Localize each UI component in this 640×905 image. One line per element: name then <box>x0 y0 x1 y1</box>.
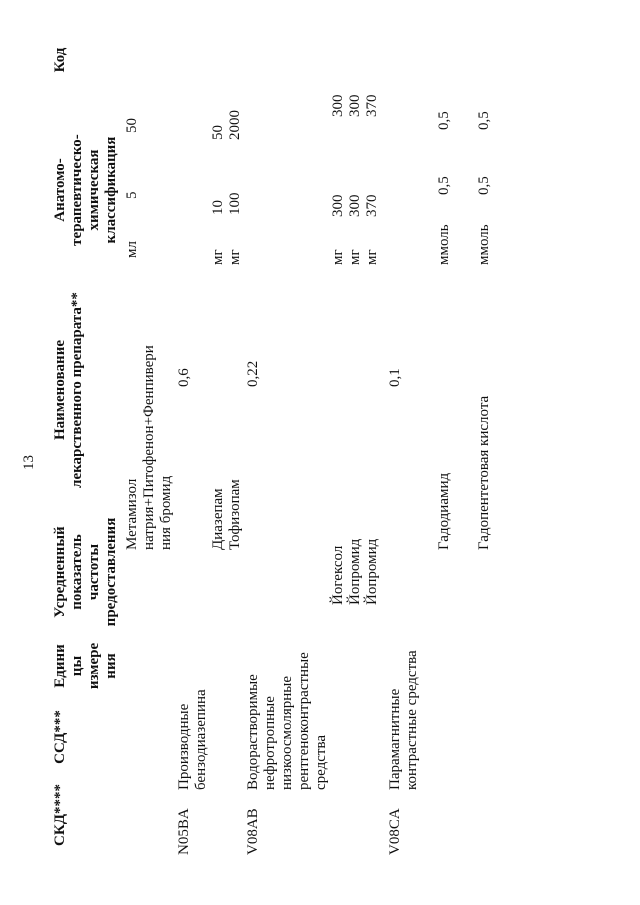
ssd-v08ab: 300 300 370 <box>330 194 380 217</box>
skd-metamizol: 50 <box>124 118 140 133</box>
header-drug: Наименование лекарственного препарата** <box>52 292 85 488</box>
unit-v08ab: мг мг мг <box>330 249 380 265</box>
unit-v08ca-1: ммоль <box>476 224 492 265</box>
skd-v08ab: 300 300 370 <box>330 94 380 117</box>
skd-n05ba: 50 2000 <box>210 110 243 140</box>
ssd-n05ba: 10 100 <box>210 192 243 215</box>
header-frequency: Усредненный показатель частоты предоставления <box>52 517 119 627</box>
code-n05ba: N05BA <box>176 808 192 855</box>
header-unit: Едини цы измере ния <box>52 642 119 690</box>
code-v08ab: V08AB <box>245 808 261 855</box>
page-number: 13 <box>21 455 37 470</box>
unit-n05ba: мг мг <box>210 249 243 265</box>
header-skd: СКД**** <box>52 783 68 847</box>
atc-v08ab: Водорастворимые нефротропные низкоосмолярные рентгеноконтрастные средства <box>245 652 329 790</box>
drug-metamizol: Метамизол натрия+Питофенон+Фенпивери ния бромид <box>124 345 174 550</box>
header-atc: Анатомо- терапевтическо- химическая классификация <box>52 134 119 246</box>
header-code: Код <box>52 47 68 73</box>
unit-metamizol: мл <box>124 241 140 258</box>
header-ssd: ССД*** <box>52 710 68 764</box>
drug-v08ca-0: Гадодиамид <box>436 472 452 550</box>
atc-v08ca: Парамагнитные контрастные средства <box>387 650 420 790</box>
skd-v08ca-0: 0,5 <box>436 111 452 130</box>
unit-v08ca-0: ммоль <box>436 224 452 265</box>
drug-v08ab: Йогексол Йопромид Йопромид <box>330 538 380 605</box>
ssd-v08ca-1: 0,5 <box>476 176 492 195</box>
atc-n05ba: Производные бензодиазепина <box>176 689 209 790</box>
freq-v08ab: 0,22 <box>245 360 261 387</box>
code-v08ca: V08CA <box>387 808 403 855</box>
ssd-v08ca-0: 0,5 <box>436 176 452 195</box>
skd-v08ca-1: 0,5 <box>476 111 492 130</box>
ssd-metamizol: 5 <box>124 191 140 199</box>
drug-v08ca-1: Гадопентетовая кислота <box>476 395 492 550</box>
drug-n05ba: Диазепам Тофизопам <box>210 479 243 550</box>
freq-v08ca: 0,1 <box>387 368 403 387</box>
freq-n05ba: 0,6 <box>176 368 192 387</box>
